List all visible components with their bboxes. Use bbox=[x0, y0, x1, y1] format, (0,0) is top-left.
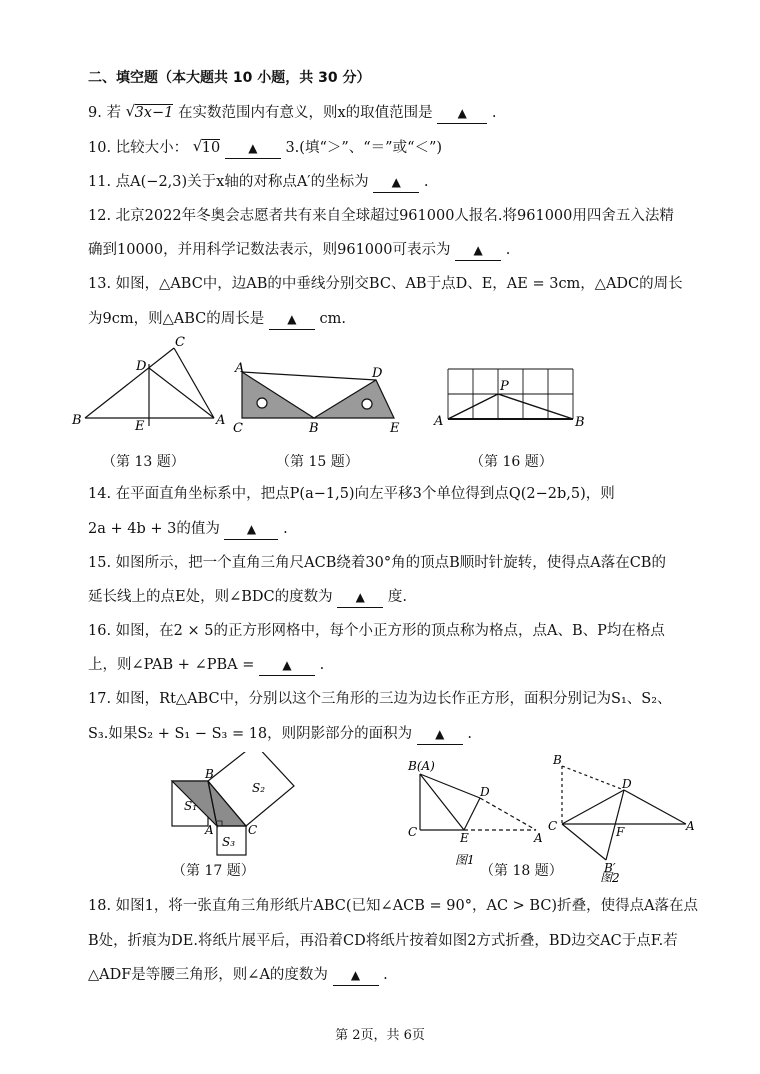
q18-text-b: . bbox=[383, 967, 388, 983]
f18a-label-c: C bbox=[408, 825, 418, 839]
q15-text-a: 延长线上的点E处，则∠BDC的度数为 bbox=[88, 589, 333, 605]
f17-label-s2: S₂ bbox=[252, 781, 266, 795]
question-16-line-1: 16. 如图，在2 × 5的正方形网格中，每个小正方形的顶点称为格点，点A、B、P均在格点 bbox=[88, 623, 665, 639]
f18b-label-f: F bbox=[616, 825, 625, 839]
f18a-title: 图1 bbox=[455, 853, 475, 867]
q9-text-a: 9. 若 bbox=[88, 105, 121, 121]
q9-text-c: . bbox=[491, 105, 497, 121]
f15-hole-icon bbox=[362, 399, 372, 409]
f16-label-b: B bbox=[575, 415, 585, 430]
f18a-label-d: D bbox=[480, 785, 490, 799]
f15-label-e: E bbox=[390, 421, 400, 436]
f18a-label-a: A bbox=[534, 831, 543, 845]
q9-radical bbox=[126, 103, 174, 123]
question-9 bbox=[88, 103, 496, 124]
answer-blank: ▲ bbox=[224, 519, 278, 540]
caption-18: （第 18 题） bbox=[480, 863, 563, 879]
question-18-line-3 bbox=[88, 965, 388, 986]
f13-label-c: C bbox=[175, 335, 185, 350]
question-14-line-2 bbox=[88, 519, 288, 540]
f17-label-a: A bbox=[205, 823, 214, 837]
caption-16: （第 16 题） bbox=[470, 454, 553, 470]
f16-label-p: P bbox=[500, 379, 509, 394]
q15-text-b: 度. bbox=[387, 589, 407, 605]
q17-text-a: S₃.如果S₂ + S₁ − S₃ = 18，则阴影部分的面积为 bbox=[88, 726, 413, 742]
q10-text-a: 10. 比较大小： bbox=[88, 140, 189, 156]
answer-blank: ▲ bbox=[455, 240, 501, 261]
caption-17: （第 17 题） bbox=[172, 863, 255, 879]
q17-text-b: . bbox=[467, 726, 472, 742]
figure-18-1 bbox=[420, 774, 536, 830]
q9-text-b: 在实数范围内有意义，则x的取值范围是 bbox=[177, 105, 433, 121]
answer-blank: ▲ bbox=[373, 172, 419, 193]
f18a-label-e: E bbox=[460, 831, 469, 845]
f18b-label-a: A bbox=[686, 819, 695, 833]
q13-text-a: 为9cm，则△ABC的周长是 bbox=[88, 311, 265, 327]
q11-text-b: . bbox=[423, 174, 429, 190]
q13-text-b: cm. bbox=[319, 311, 346, 327]
question-16-line-2 bbox=[88, 655, 324, 676]
question-13-line-2 bbox=[88, 309, 346, 330]
q10-text-b: 3.(填“＞”、“＝”或“＜”) bbox=[285, 140, 443, 156]
answer-blank: ▲ bbox=[225, 138, 281, 159]
question-15-line-2 bbox=[88, 587, 407, 608]
q14-text-a: 2a + 4b + 3的值为 bbox=[88, 521, 220, 537]
f18b-label-d: D bbox=[622, 777, 632, 791]
answer-blank: ▲ bbox=[437, 103, 487, 124]
f13-label-b: B bbox=[72, 413, 82, 428]
f13-label-e: E bbox=[135, 419, 145, 434]
q11-text-a: 11. 点A(−2,3)关于x轴的对称点A′的坐标为 bbox=[88, 174, 369, 190]
q9-radicand: 3x−1 bbox=[134, 105, 174, 121]
f15-label-b: B bbox=[309, 421, 319, 436]
caption-13: （第 13 题） bbox=[102, 454, 185, 470]
f16-label-a: A bbox=[434, 414, 444, 429]
f13-label-d: D bbox=[136, 359, 147, 374]
f15-label-a: A bbox=[235, 361, 245, 376]
answer-blank: ▲ bbox=[337, 587, 383, 608]
question-13-line-1: 13. 如图，△ABC中，边AB的中垂线分别交BC、AB于点D、E，AE = 3cm，△ADC的周长 bbox=[88, 276, 683, 292]
answer-blank: ▲ bbox=[259, 655, 315, 676]
question-11 bbox=[88, 172, 428, 193]
f15-label-c: C bbox=[233, 421, 243, 436]
f17-label-s1: S₁ bbox=[184, 799, 198, 813]
q16-text-a: 上，则∠PAB + ∠PBA = bbox=[88, 657, 255, 673]
f17-label-b: B bbox=[205, 767, 214, 781]
figure-13 bbox=[85, 348, 214, 426]
f18b-title: 图2 bbox=[600, 871, 620, 882]
f18b-label-b: B bbox=[553, 753, 562, 767]
question-18-line-2: B处，折痕为DE.将纸片展平后，再沿着CD将纸片按着如图2方式折叠，BD边交AC于点F.若 bbox=[88, 933, 678, 949]
q18-text-a: △ADF是等腰三角形，则∠A的度数为 bbox=[88, 967, 328, 983]
answer-blank: ▲ bbox=[269, 309, 315, 330]
f18a-label-ba: B(A) bbox=[408, 759, 435, 773]
radical-sign-icon: √ bbox=[125, 102, 136, 120]
radical-sign-icon: √ bbox=[192, 137, 203, 155]
question-15-line-1: 15. 如图所示，把一个直角三角尺ACB绕着30°角的顶点B顺时针旋转，使得点A落在CB的 bbox=[88, 555, 666, 571]
q16-text-b: . bbox=[319, 657, 325, 673]
figures-bottom bbox=[0, 752, 760, 882]
f18b-label-c: C bbox=[548, 819, 558, 833]
f13-label-a: A bbox=[216, 413, 226, 428]
figure-16 bbox=[448, 369, 573, 419]
f18b-label-bprime: B′ bbox=[604, 861, 616, 875]
question-12-line-1: 12. 北京2022年冬奥会志愿者共有来自全球超过961000人报名.将961000用四舍五入法精 bbox=[88, 208, 674, 224]
caption-15: （第 15 题） bbox=[276, 454, 359, 470]
question-18-line-1: 18. 如图1，将一张直角三角形纸片ABC(已知∠ACB = 90°，AC > BC)折叠，使得点A落在点 bbox=[88, 898, 699, 914]
question-14-line-1: 14. 在平面直角坐标系中，把点P(a−1,5)向左平移3个单位得到点Q(2−2b,5)，则 bbox=[88, 486, 615, 502]
f17-label-s3: S₃ bbox=[222, 835, 236, 849]
question-12-line-2 bbox=[88, 240, 510, 261]
answer-blank: ▲ bbox=[333, 965, 379, 986]
q12-text-a: 确到10000，并用科学记数法表示，则961000可表示为 bbox=[88, 242, 451, 258]
q14-text-b: . bbox=[283, 521, 288, 537]
question-10 bbox=[88, 138, 442, 159]
question-17-line-2 bbox=[88, 724, 472, 745]
q10-radical bbox=[193, 138, 220, 158]
section-title: 二、填空题（本大题共 10 小题，共 30 分） bbox=[88, 70, 371, 86]
q12-text-b: . bbox=[505, 242, 511, 258]
f17-label-c: C bbox=[248, 823, 258, 837]
figures-top bbox=[0, 332, 760, 452]
page-footer: 第 2页，共 6页 bbox=[335, 1028, 425, 1043]
f15-label-d: D bbox=[372, 366, 383, 381]
answer-blank: ▲ bbox=[417, 724, 463, 745]
f15-hole-icon bbox=[257, 398, 267, 408]
q10-radicand: 10 bbox=[201, 140, 221, 156]
question-17-line-1: 17. 如图，Rt△ABC中，分别以这个三角形的三边为边长作正方形，面积分别记为S₁、S₂、 bbox=[88, 691, 672, 707]
